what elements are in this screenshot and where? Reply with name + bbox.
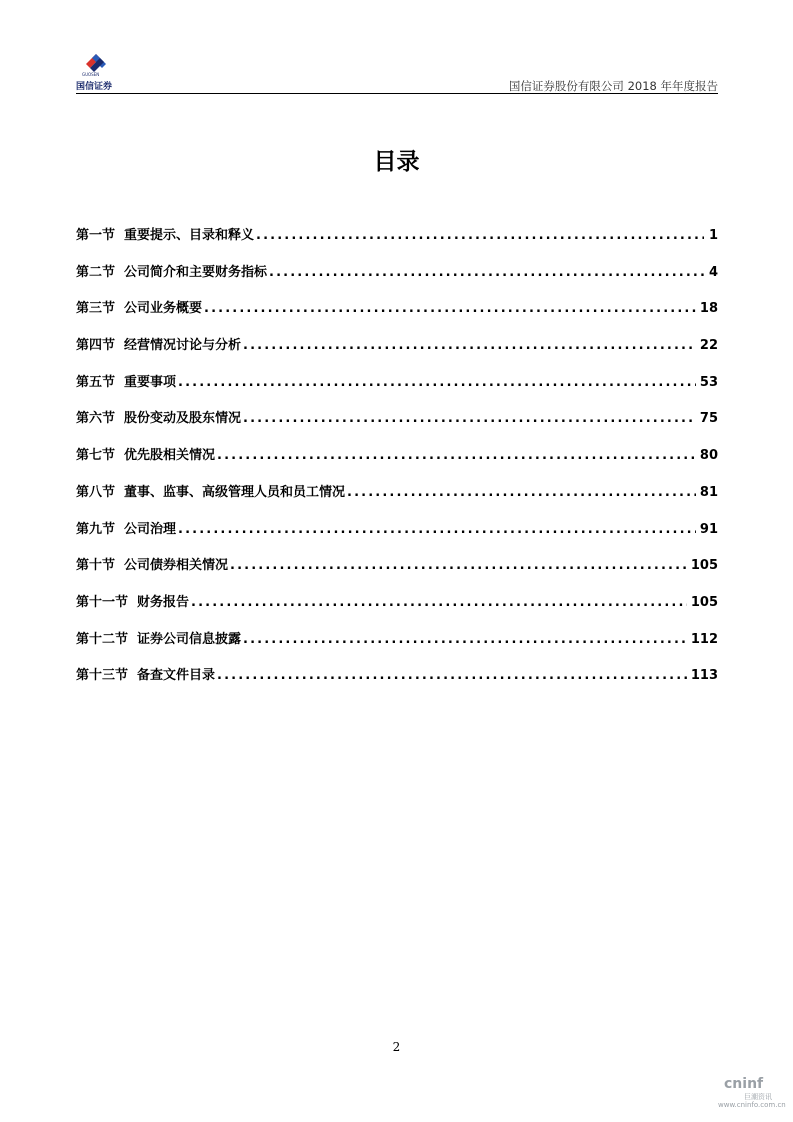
watermark-brand: cninf (724, 1076, 764, 1092)
watermark-url: www.cninfo.com.cn (718, 1101, 786, 1109)
toc-page-number: 81 (699, 484, 718, 500)
toc-dot-leader (347, 482, 696, 504)
toc-section-name: 公司简介和主要财务指标 (124, 264, 268, 280)
toc-section-number: 第十一节 (76, 594, 129, 610)
toc-page-number: 105 (690, 558, 718, 574)
toc-dot-leader (191, 592, 687, 614)
toc-dot-leader (204, 298, 696, 320)
report-title: 国信证券股份有限公司 2018 年年度报告 (508, 79, 718, 93)
toc-dot-leader (217, 445, 696, 467)
toc-dot-leader (178, 519, 696, 541)
toc-section-name: 公司治理 (124, 521, 177, 537)
page-header (76, 52, 718, 94)
toc-section-number: 第三节 (76, 301, 116, 317)
toc-page-number: 112 (690, 631, 718, 647)
toc-section-number: 第七节 (76, 448, 116, 464)
cninfo-watermark (718, 1074, 788, 1114)
toc-page-number: 22 (699, 338, 718, 354)
toc-dot-leader (243, 629, 687, 651)
toc-dot-leader (217, 665, 687, 687)
toc-dot-leader (256, 225, 704, 247)
table-of-contents (76, 225, 718, 702)
toc-page-number: 91 (699, 521, 718, 537)
toc-section-number: 第十三节 (76, 668, 129, 684)
toc-section-name: 公司债券相关情况 (124, 558, 229, 574)
toc-section-name: 财务报告 (137, 594, 190, 610)
toc-entry[interactable] (76, 225, 718, 262)
watermark-chinese-name: 巨潮资讯 (744, 1093, 772, 1101)
toc-entry[interactable] (76, 335, 718, 372)
toc-entry[interactable] (76, 408, 718, 445)
toc-section-name: 证券公司信息披露 (137, 631, 242, 647)
toc-section-number: 第五节 (76, 374, 116, 390)
toc-section-number: 第八节 (76, 484, 116, 500)
toc-section-number: 第九节 (76, 521, 116, 537)
toc-section-name: 经营情况讨论与分析 (124, 338, 242, 354)
toc-page-number: 1 (708, 228, 718, 243)
logo-mark-icon (76, 52, 116, 74)
toc-section-number: 第一节 (76, 228, 116, 243)
toc-section-name: 优先股相关情况 (124, 448, 216, 464)
toc-section-name: 董事、监事、高级管理人员和员工情况 (124, 484, 346, 500)
toc-entry[interactable] (76, 555, 718, 592)
toc-heading: 目录 (373, 149, 420, 175)
toc-section-number: 第六节 (76, 411, 116, 427)
toc-entry[interactable] (76, 519, 718, 556)
toc-page-number: 113 (690, 668, 718, 684)
toc-section-number: 第二节 (76, 264, 116, 280)
toc-dot-leader (243, 408, 696, 430)
toc-section-number: 第十二节 (76, 631, 129, 647)
logo-text: 国信证券 (76, 82, 113, 92)
toc-page-number: 4 (708, 264, 718, 280)
company-logo (76, 52, 136, 92)
toc-section-number: 第四节 (76, 338, 116, 354)
toc-dot-leader (178, 372, 696, 394)
toc-dot-leader (269, 262, 704, 284)
toc-page-number: 53 (699, 374, 718, 390)
toc-page-number: 18 (699, 301, 718, 317)
toc-section-name: 股份变动及股东情况 (124, 411, 242, 427)
toc-page-number: 75 (699, 411, 718, 427)
toc-entry[interactable] (76, 592, 718, 629)
toc-section-name: 备查文件目录 (137, 668, 216, 684)
toc-entry[interactable] (76, 372, 718, 409)
toc-dot-leader (243, 335, 696, 357)
toc-page-number: 80 (699, 448, 718, 464)
toc-page-number: 105 (690, 594, 718, 610)
toc-entry[interactable] (76, 629, 718, 666)
toc-entry[interactable] (76, 482, 718, 519)
page-number: 2 (392, 1040, 401, 1054)
toc-entry[interactable] (76, 262, 718, 299)
toc-section-name: 重要提示、目录和释义 (124, 228, 255, 243)
toc-section-name: 公司业务概要 (124, 301, 203, 317)
toc-section-name: 重要事项 (124, 374, 177, 390)
toc-entry[interactable] (76, 445, 718, 482)
toc-section-number: 第十节 (76, 558, 116, 574)
logo-english-text: GUOSEN (82, 72, 100, 77)
toc-dot-leader (230, 555, 687, 577)
toc-entry[interactable] (76, 298, 718, 335)
toc-entry[interactable] (76, 665, 718, 702)
